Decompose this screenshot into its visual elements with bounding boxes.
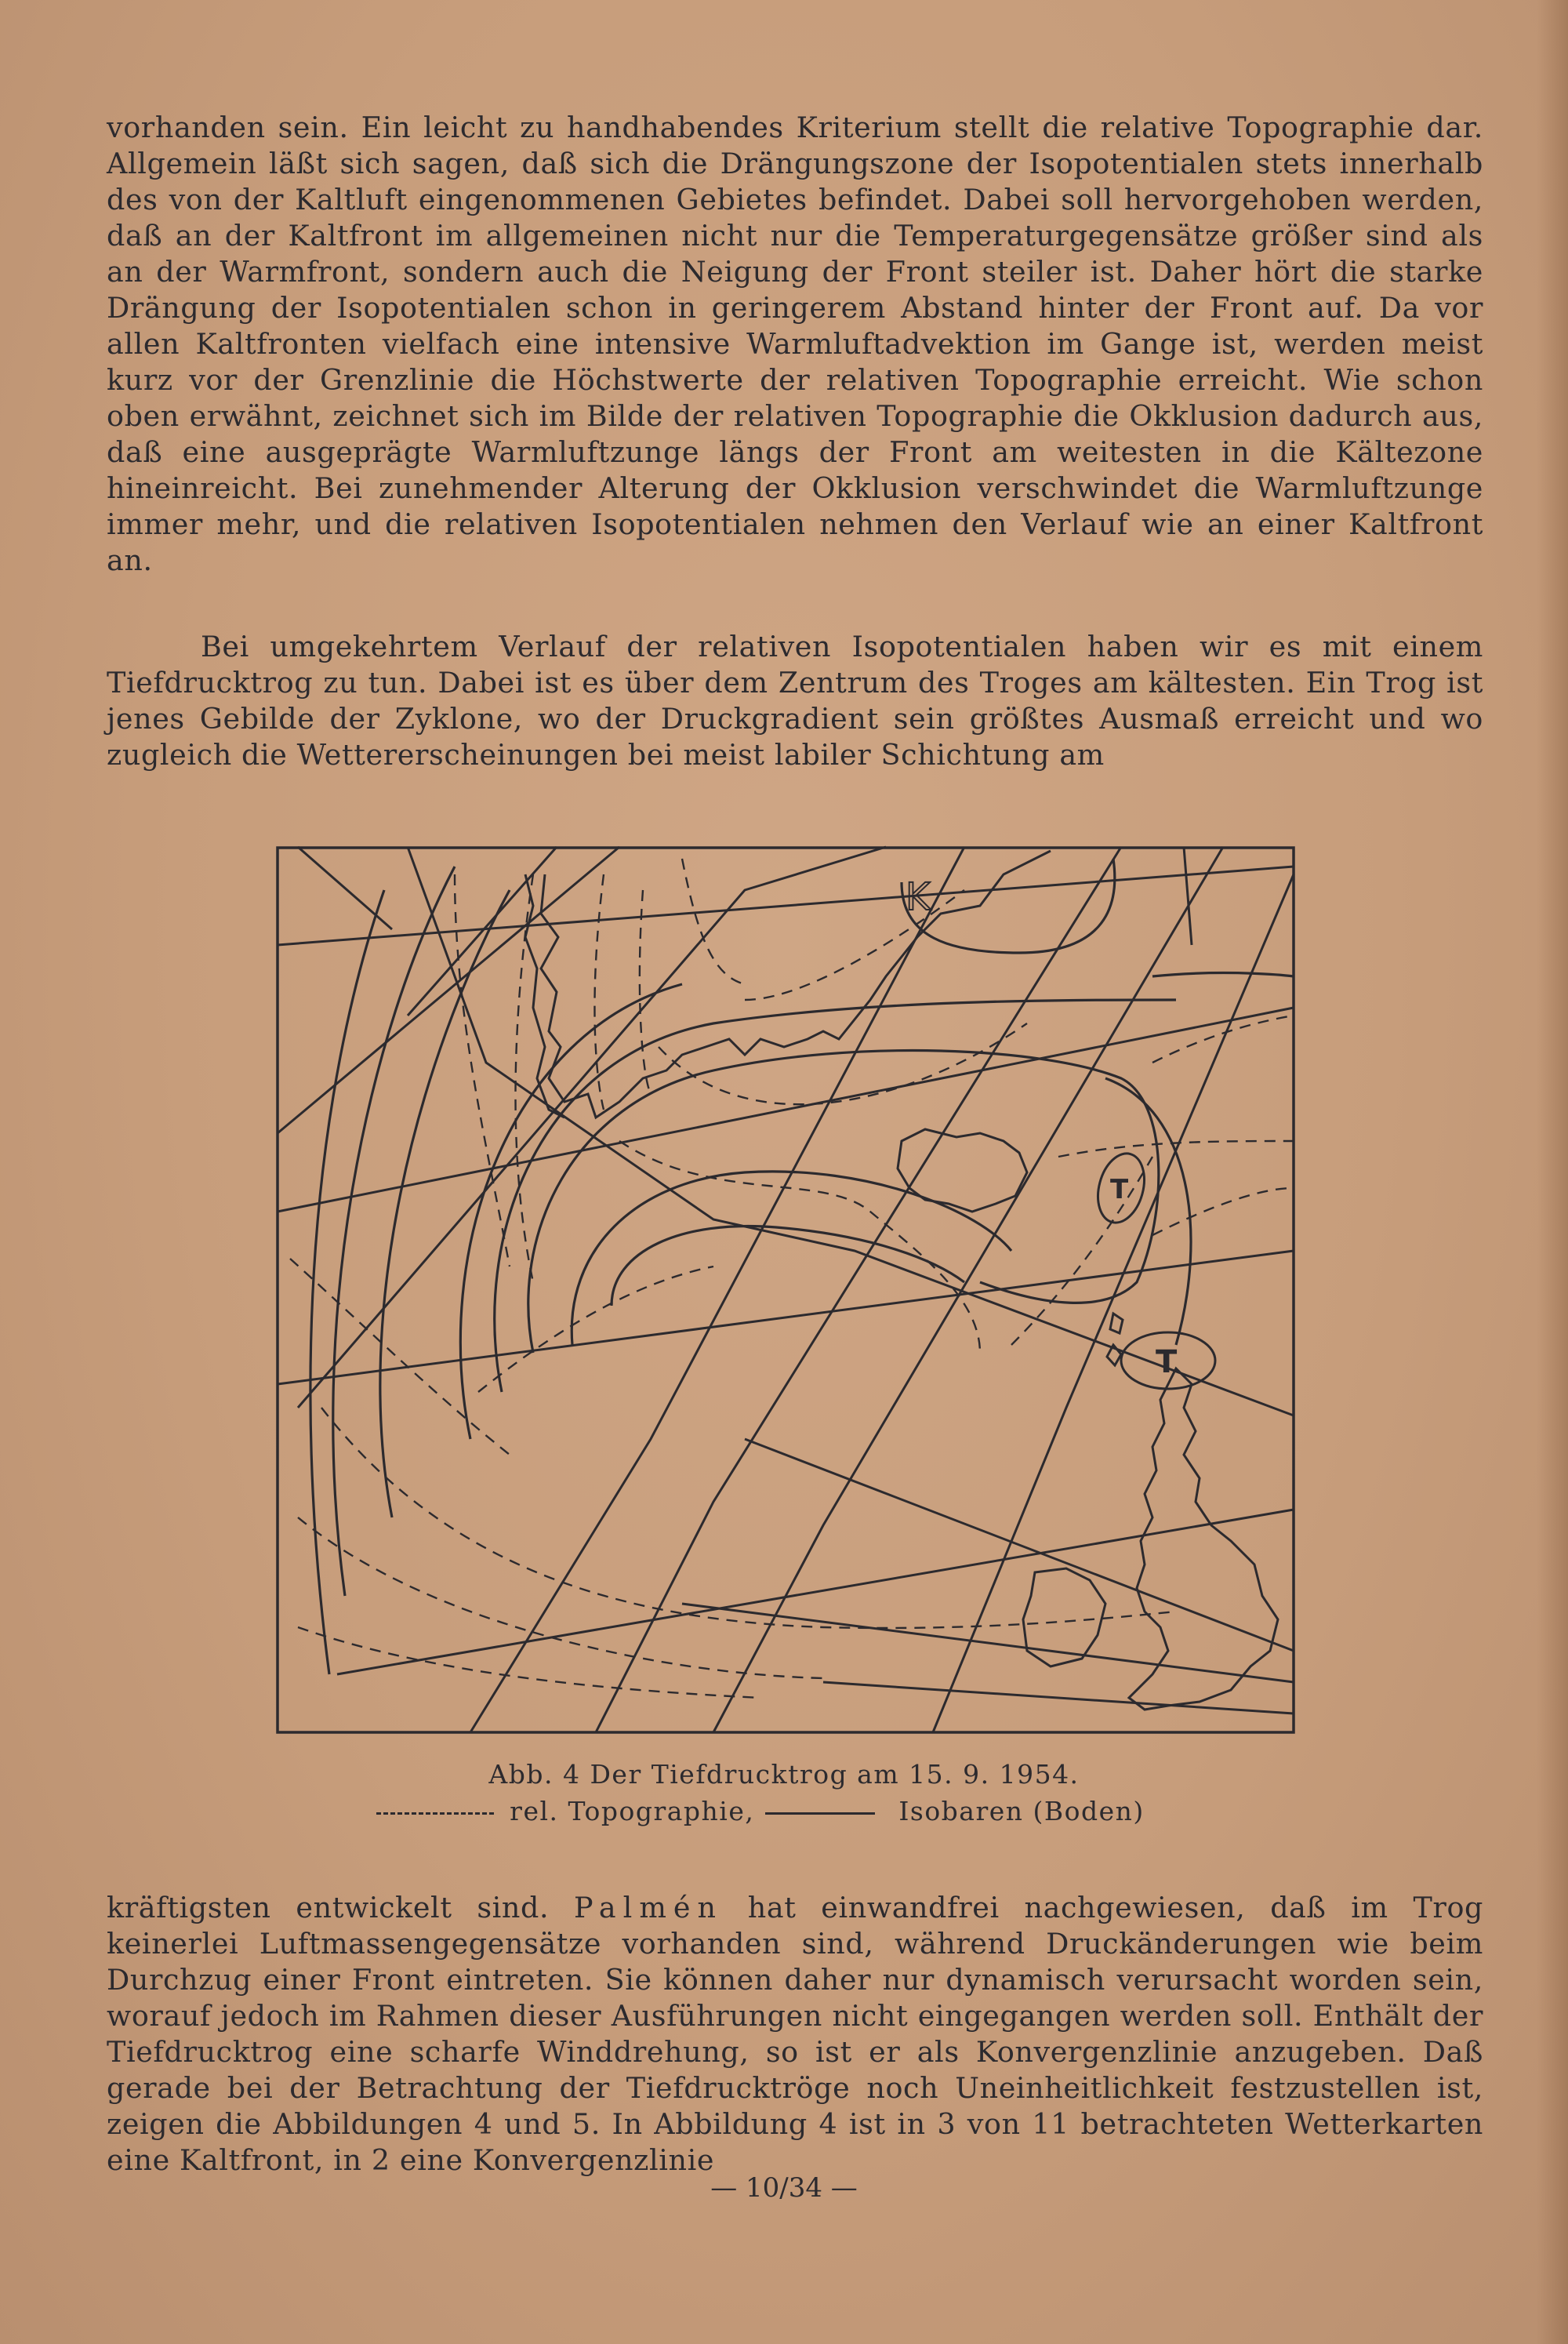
body-paragraph-1: vorhanden sein. Ein leicht zu handhabendes Kriterium stellt die relative Topographie dar. Allgemein läßt sich sagen, daß sich die Drängungszone der Isopotentialen stets innerhalb des von der Kaltluft eingenommenen Gebietes befindet. Dabei soll hervorgehoben werden, daß an der Kaltfront im allgemeinen nicht nur die Temperaturgegensätze größer sind als an der Warmfront, sondern auch die Neigung der Front steiler ist. Daher hört die starke Drängung der Isopotentialen schon in geringerem Abstand hinter der Front auf. Da vor allen Kaltfronten vielfach eine intensive Warmluftadvektion im Gange ist, werden meist kurz vor der Grenzlinie die Höchstwerte der relativen Topographie erreicht. Wie schon oben erwähnt, zeichnet sich im Bilde der relativen Topographie die Okklusion dadurch aus, daß eine ausgeprägte Warmluftzunge längs der Front am weitesten in die Kältezone hineinreicht. Bei zunehmender Alterung der Okklusion verschwindet die Warmluftzunge immer mehr, und die relativen Isopotentialen nehmen den Verlauf wie an einer Kaltfront an. <box>107 111 1483 577</box>
legend-solid-line-sample <box>765 1812 875 1815</box>
iceland-coastline <box>898 1129 1027 1212</box>
britain-coastline <box>1129 1368 1278 1710</box>
body-paragraph-2: Bei umgekehrtem Verlauf der relativen Isopotentialen haben wir es mit einem Tiefdrucktrog zu tun. Dabei ist es über dem Zentrum des Troges am kältesten. Ein Trog ist jenes Gebilde der Zyklone, wo der Druckgradient sein größtes Ausmaß erreicht und wo zugleich die Wettererscheinungen bei meist labiler Schichtung am <box>107 630 1483 772</box>
page-number: — 10/34 — <box>710 2172 858 2204</box>
author-name: Palmén <box>573 1891 724 1924</box>
legend-dashed-line-sample <box>376 1812 494 1815</box>
body-paragraph-3 <box>107 1890 1483 2179</box>
trough-label-1: T <box>1110 1174 1129 1205</box>
paragraph3-start: kräftigsten entwickelt sind. <box>107 1891 550 1924</box>
legend-solid-label: Isobaren (Boden) <box>898 1796 1145 1826</box>
figure-legend <box>0 1796 1568 1826</box>
legend-dashed-label: rel. Topographie, <box>510 1796 755 1826</box>
faroe-islands <box>1110 1314 1123 1333</box>
figure-caption: Abb. 4 Der Tiefdrucktrog am 15. 9. 1954. <box>488 1759 1080 1790</box>
weather-map-figure <box>274 843 1301 1737</box>
coastlines <box>525 851 1278 1710</box>
cold-label-k: K <box>906 875 931 919</box>
paragraph3-rest: hat einwandfrei nachgewiesen, daß im Trog keinerlei Luftmassengegensätze vorhanden sind, während Druckänderungen wie beim Durchzug einer Front eintreten. Sie können daher nur dynamisch verursacht worden sein, worauf jedoch im Rahmen dieser Ausführungen nicht eingegangen werden soll. Enthält der Tiefdrucktrog eine scharfe Winddrehung, so ist er als Konvergenzlinie anzugeben. Daß gerade bei der Betrachtung der Tiefdrucktröge noch Uneinheitlichkeit festzustellen ist, zeigen die Abbildungen 4 und 5. In Abbildung 4 ist in 3 von 11 betrachteten Wetterkarten eine Kaltfront, in 2 eine Konvergenzlinie <box>107 1891 1483 2177</box>
trough-label-2: T <box>1156 1344 1178 1380</box>
